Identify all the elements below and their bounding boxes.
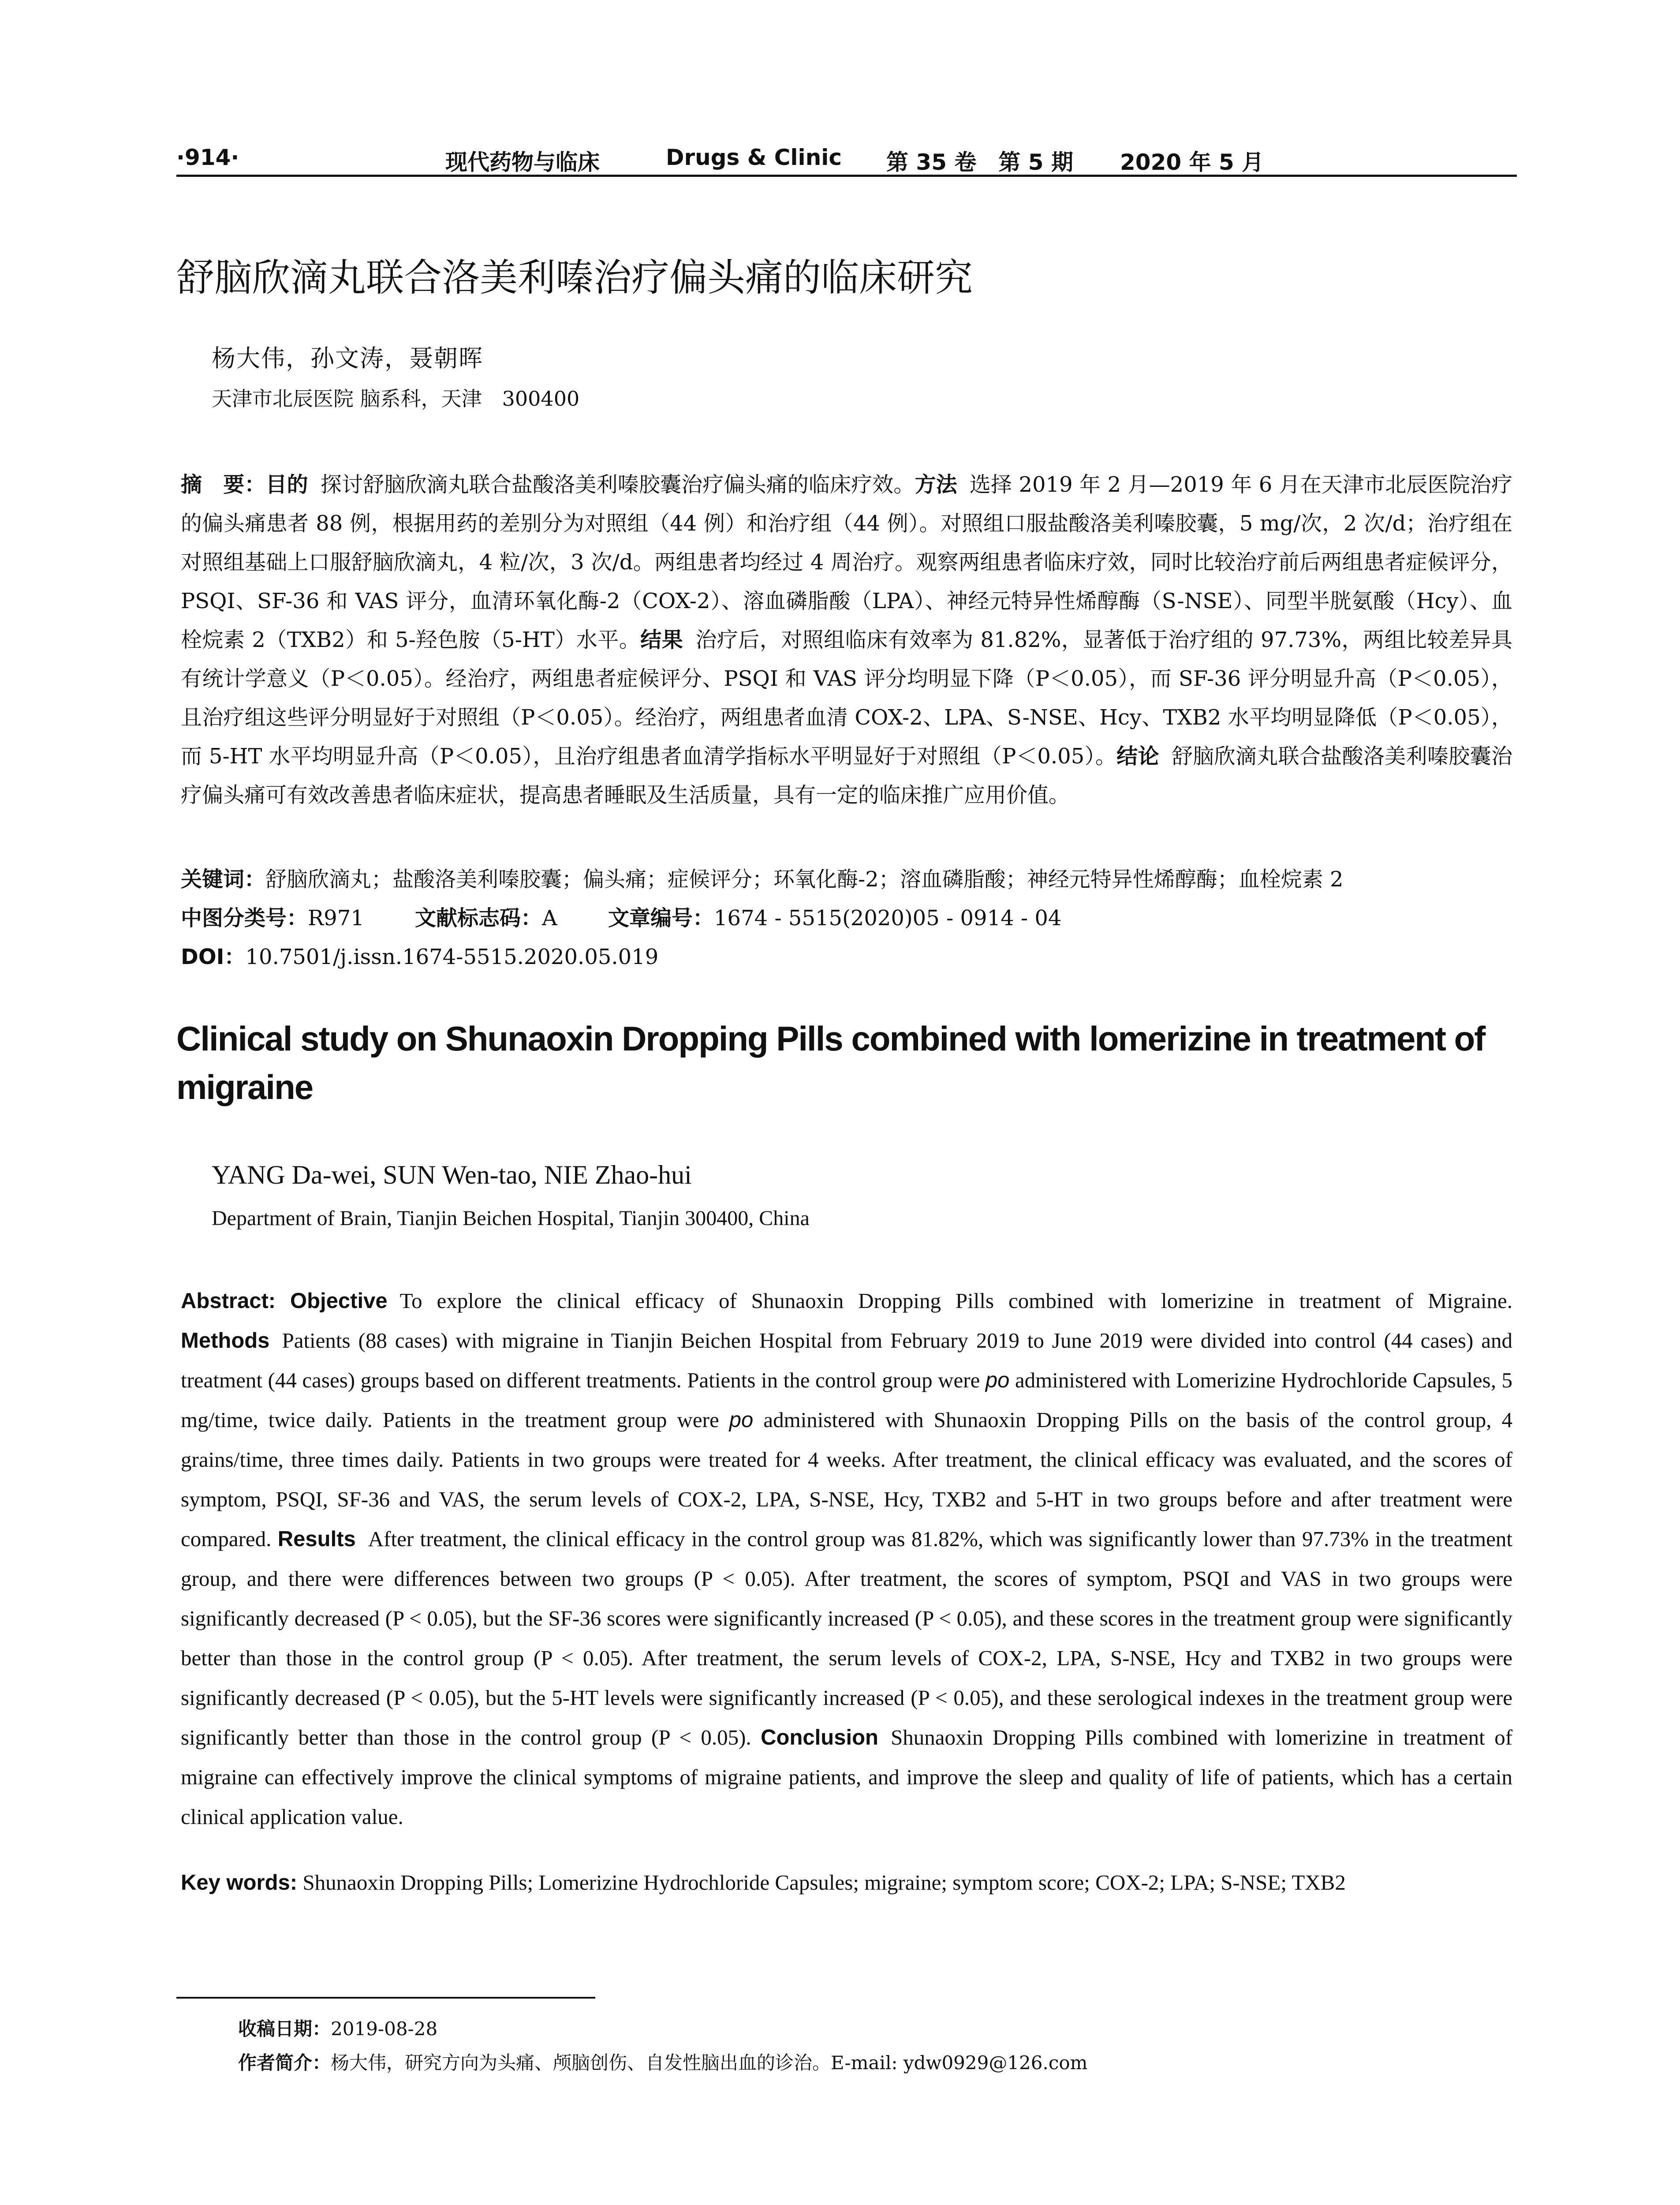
abstract-label-en: Abstract: — [181, 1289, 276, 1313]
running-header — [176, 140, 1517, 177]
po-abbrev: po — [729, 1408, 754, 1432]
doi-value[interactable]: 10.7501/j.issn.1674-5515.2020.05.019 — [245, 945, 659, 969]
page-number: ·914· — [176, 145, 239, 170]
article-number-value: 1674 - 5515(2020)05 - 0914 - 04 — [714, 906, 1062, 931]
conclusion-label-en: Conclusion — [761, 1726, 878, 1749]
methods-text-en-1: Patients (88 cases) with migraine in Tianjin Beichen Hospital from February 2019 to June 2019 were divided into control (44 cases) and treatment (44 cases) groups based on different treatments. Patients in the control group were — [181, 1328, 1512, 1392]
footnote-divider — [176, 1997, 595, 1999]
affiliation-en: Department of Brain, Tianjin Beichen Hospital, Tianjin 300400, China — [212, 1207, 810, 1230]
doi-line — [181, 940, 658, 970]
received-value: 2019-08-28 — [331, 2018, 438, 2040]
abstract-label-cn: 摘 要： — [181, 472, 266, 497]
received-label: 收稿日期： — [238, 2018, 331, 2040]
conclusion-text-cn: 舒脑欣滴丸联合盐酸洛美利嗪胶囊治疗偏头痛可有效改善患者临床症状，提高患者睡眠及生活质量，具有一定的临床推广应用价值。 — [181, 744, 1512, 807]
issue-date: 2020 年 5 月 — [1120, 149, 1264, 175]
article-title-en: Clinical study on Shunaoxin Dropping Pills combined with lomerizine in treatment of migraine — [176, 1019, 1485, 1106]
results-text-cn: 治疗后，对照组临床有效率为 81.82%，显著低于治疗组的 97.73%，两组比较差异具有统计学意义（P＜0.05）。经治疗，两组患者症候评分、PSQI 和 VAS 评分均明显下降（P＜0.05），而 SF-36 评分明显升高（P＜0.05），且治疗组这些评分明显好于对照组（P＜0.05）。经治疗，两组患者血清 COX-2、LPA、S-NSE、Hcy、TXB2 水平均明显降低（P＜0.05），而 5-HT 水平均明显升高（P＜0.05），且治疗组患者血清学指标水平明显好于对照组（P＜0.05）。 — [181, 628, 1512, 769]
article-title-cn: 舒脑欣滴丸联合洛美利嗪治疗偏头痛的临床研究 — [176, 256, 973, 300]
keywords-text-en: Shunaoxin Dropping Pills; Lomerizine Hydrochloride Capsules; migraine; symptom score; COX-2; LPA; S-NSE; TXB2 — [302, 1870, 1346, 1895]
bio-label: 作者简介： — [238, 2052, 331, 2074]
article-number-label: 文章编号： — [608, 906, 714, 931]
po-abbrev: po — [985, 1368, 1010, 1392]
conclusion-label-cn: 结论 — [1116, 744, 1159, 769]
methods-label-en: Methods — [181, 1329, 270, 1353]
clc-label: 中图分类号： — [181, 906, 308, 931]
results-text-en: After treatment, the clinical efficacy in the control group was 81.82%, which was significantly lower than 97.73% in the treatment group, and there were differences between two groups (P < 0.05). After treatment, the scores of symptom, PSQI and VAS in two groups were significantly decreased (P < 0.05), but the SF-36 scores were significantly increased (P < 0.05), and these scores in the treatment group were significantly better than those in the control group (P < 0.05). After treatment, the serum levels of COX-2, LPA, S-NSE, Hcy and TXB2 in two groups were significantly decreased (P < 0.05), but the 5-HT levels were significantly increased (P < 0.05), and these serological indexes in the treatment group were significantly better than those in the control group (P < 0.05). — [181, 1527, 1513, 1749]
objective-text-cn: 探讨舒脑欣滴丸联合盐酸洛美利嗪胶囊治疗偏头痛的临床疗效。 — [320, 472, 915, 497]
conclusion-text-en: Shunaoxin Dropping Pills combined with lomerizine in treatment of migraine can effectively improve the clinical symptoms of migraine patients, and improve the sleep and quality of life of patients, which has a certain clinical application value. — [181, 1725, 1513, 1829]
methods-text-en-2: administered with Lomerizine Hydrochloride Capsules, 5 mg/time, twice daily. Patients in the treatment group were — [181, 1368, 1513, 1432]
keywords-label-cn: 关键词： — [181, 867, 266, 892]
authors-en: YANG Da-wei, SUN Wen-tao, NIE Zhao-hui — [212, 1160, 692, 1189]
results-label-en: Results — [277, 1527, 356, 1551]
journal-name-en: Drugs & Clinic — [666, 145, 842, 170]
objective-label-en: Objective — [290, 1289, 388, 1313]
bio-text: 杨大伟，研究方向为头痛、颅脑创伤、自发性脑出血的诊治。E-mail: ydw0929@126.com — [331, 2052, 1088, 2074]
received-date — [238, 2014, 437, 2041]
abstract-cn — [181, 465, 1512, 815]
clc-value: R971 — [308, 906, 364, 931]
methods-text-cn: 选择 2019 年 2 月—2019 年 6 月在天津市北辰医院治疗的偏头痛患者 88 例，根据用药的差别分为对照组（44 例）和治疗组（44 例）。对照组口服盐酸洛美利嗪胶囊，5 mg/次，2 次/d；治疗组在对照组基础上口服舒脑欣滴丸，4 粒/次，3 次/d。两组患者均经过 4 周治疗。观察两组患者临床疗效，同时比较治疗前后两组患者症候评分，PSQI、SF-36 和 VAS 评分，血清环氧化酶-2（COX-2）、溶血磷脂酸（LPA）、神经元特异性烯醇酶（S-NSE）、同型半胱氨酸（Hcy）、血栓烷素 2（TXB2）和 5-羟色胺（5-HT）水平。 — [181, 472, 1512, 652]
classification-line — [181, 901, 1105, 931]
methods-text-en-3: administered with Shunaoxin Dropping Pills on the basis of the control group, 4 grains/time, three times daily. Patients in two groups were treated for 4 weeks. After treatment, the clinical efficacy was evaluated, and the scores of symptom, PSQI, SF-36 and VAS, the serum levels of COX-2, LPA, S-NSE, Hcy, TXB2 and 5-HT in two groups before and after treatment were compared. — [181, 1408, 1513, 1551]
keywords-cn — [181, 862, 1344, 893]
volume-issue: 第 35 卷 第 5 期 — [886, 149, 1073, 175]
keywords-text-cn: 舒脑欣滴丸；盐酸洛美利嗪胶囊；偏头痛；症候评分；环氧化酶-2；溶血磷脂酸；神经元特异性烯醇酶；血栓烷素 2 — [265, 867, 1344, 892]
affiliation-cn: 天津市北辰医院 脑系科，天津 300400 — [212, 387, 580, 411]
objective-label-cn: 目的 — [265, 472, 308, 497]
author-bio — [238, 2048, 1087, 2075]
keywords-en — [181, 1870, 1346, 1895]
keywords-label-en: Key words: — [181, 1871, 298, 1895]
doi-label: DOI： — [181, 945, 246, 969]
results-label-cn: 结果 — [640, 628, 683, 652]
objective-text-en: To explore the clinical efficacy of Shunaoxin Dropping Pills combined with lomerizine in treatment of Migraine. — [399, 1289, 1513, 1313]
doc-code-value: A — [542, 906, 557, 931]
journal-name-cn: 现代药物与临床 — [445, 149, 600, 175]
methods-label-cn: 方法 — [915, 472, 957, 497]
doc-code-label: 文献标志码： — [415, 906, 542, 931]
abstract-en — [181, 1281, 1512, 1837]
authors-cn: 杨大伟，孙文涛，聂朝晖 — [212, 344, 483, 372]
